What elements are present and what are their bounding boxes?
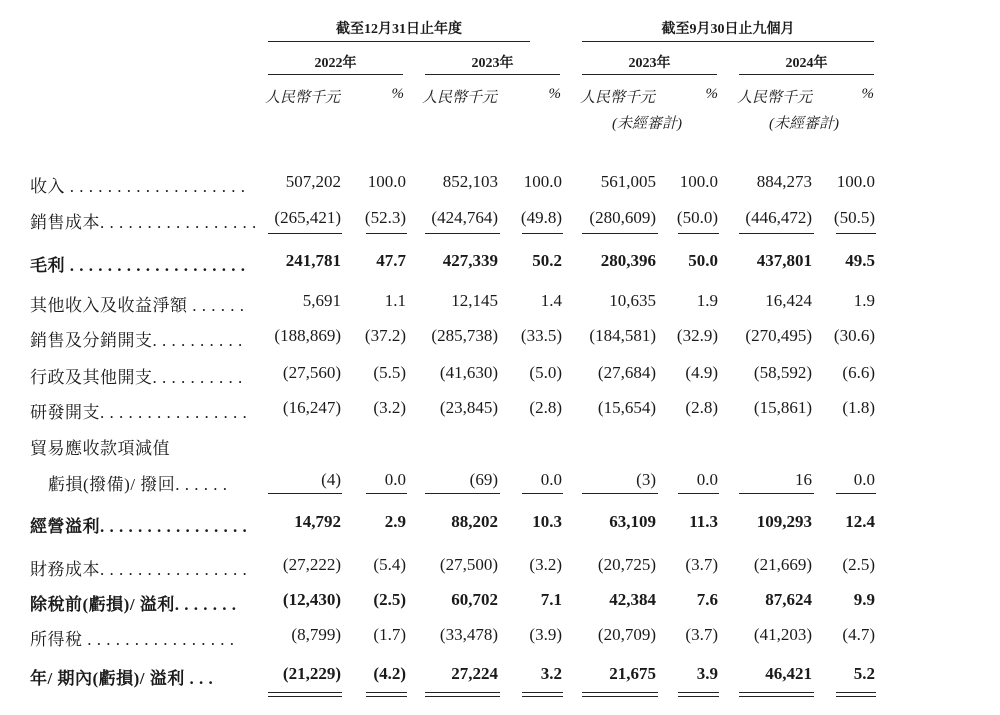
row-label: 其他收入及收益淨額 . . . . . . xyxy=(30,296,245,315)
percent-cell: 3.2 xyxy=(540,664,562,683)
total-double-rule xyxy=(678,692,719,697)
percent-cell: 7.1 xyxy=(540,590,562,609)
row-label: 所得稅 . . . . . . . . . . . . . . . . xyxy=(30,630,235,649)
amount-cell: (15,654) xyxy=(597,398,656,417)
amount-cell: (15,861) xyxy=(753,398,812,417)
percent-cell: (4.7) xyxy=(842,625,875,644)
subtotal-rule xyxy=(582,233,658,234)
unit-label-2: 人民幣千元 xyxy=(422,90,498,106)
amount-cell: 561,005 xyxy=(600,172,656,191)
percent-cell: 0.0 xyxy=(384,470,406,489)
subtotal-rule xyxy=(836,233,876,234)
subtotal-rule xyxy=(678,233,719,234)
amount-cell: (20,709) xyxy=(597,625,656,644)
unaudited-label-2: (未經審計) xyxy=(769,116,839,132)
unit-label-4: 人民幣千元 xyxy=(737,90,813,106)
percent-cell: (3.2) xyxy=(373,398,406,417)
amount-cell: (27,684) xyxy=(597,363,656,382)
total-double-rule xyxy=(268,692,342,697)
row-label: 收入 . . . . . . . . . . . . . . . . . . . xyxy=(30,177,246,196)
amount-cell: 63,109 xyxy=(609,512,656,531)
row-label: 研發開支. . . . . . . . . . . . . . . . xyxy=(30,403,248,422)
amount-cell: (188,869) xyxy=(274,326,341,345)
percent-cell: 47.7 xyxy=(376,251,406,270)
percent-cell: (2.5) xyxy=(842,555,875,574)
amount-cell: 16,424 xyxy=(765,291,812,310)
row-label: 年/ 期內(虧損)/ 溢利 . . . xyxy=(30,669,214,688)
unit-label-1: 人民幣千元 xyxy=(265,90,341,106)
pct-label-2: % xyxy=(548,86,561,102)
percent-cell: 100.0 xyxy=(836,172,875,191)
percent-cell: (52.3) xyxy=(364,208,406,227)
amount-cell: 12,145 xyxy=(451,291,498,310)
percent-cell: 7.6 xyxy=(696,590,718,609)
pct-label-3: % xyxy=(705,86,718,102)
percent-cell: (1.7) xyxy=(373,625,406,644)
subtotal-rule xyxy=(268,493,342,494)
percent-cell: 50.2 xyxy=(532,251,562,270)
amount-cell: 60,702 xyxy=(451,590,498,609)
amount-cell: 21,675 xyxy=(609,664,656,683)
percent-cell: 1.9 xyxy=(696,291,718,310)
percent-cell: 0.0 xyxy=(540,470,562,489)
percent-cell: 11.3 xyxy=(689,512,718,531)
percent-cell: (3.7) xyxy=(685,625,718,644)
row-label: 財務成本. . . . . . . . . . . . . . . . xyxy=(30,560,248,579)
subtotal-rule xyxy=(522,233,563,234)
percent-cell: (4.2) xyxy=(373,664,406,683)
row-label: 銷售及分銷開支. . . . . . . . . . xyxy=(30,331,243,350)
amount-cell: (33,478) xyxy=(439,625,498,644)
amount-cell: (27,500) xyxy=(439,555,498,574)
amount-cell: (27,222) xyxy=(282,555,341,574)
total-double-rule xyxy=(739,692,814,697)
percent-cell: (30.6) xyxy=(833,326,875,345)
amount-cell: 437,801 xyxy=(756,251,812,270)
year-rule-2 xyxy=(425,74,560,75)
amount-cell: (8,799) xyxy=(291,625,341,644)
percent-cell: 10.3 xyxy=(532,512,562,531)
amount-cell: (12,430) xyxy=(282,590,341,609)
total-double-rule xyxy=(522,692,563,697)
year-header-1: 2022年 xyxy=(314,56,357,71)
percent-cell: 0.0 xyxy=(853,470,875,489)
amount-cell: (270,495) xyxy=(745,326,812,345)
amount-cell: (285,738) xyxy=(431,326,498,345)
percent-cell: (5.4) xyxy=(373,555,406,574)
percent-cell: (49.8) xyxy=(520,208,562,227)
amount-cell: 5,691 xyxy=(302,291,341,310)
group-header-9m: 截至9月30日止九個月 xyxy=(661,22,795,37)
percent-cell: (2.5) xyxy=(373,590,406,609)
subtotal-rule xyxy=(425,493,500,494)
percent-cell: (4.9) xyxy=(685,363,718,382)
percent-cell: 12.4 xyxy=(845,512,875,531)
percent-cell: (50.5) xyxy=(833,208,875,227)
row-label: 經營溢利. . . . . . . . . . . . . . . . xyxy=(30,517,248,536)
percent-cell: (6.6) xyxy=(842,363,875,382)
amount-cell: 280,396 xyxy=(600,251,656,270)
amount-cell: 10,635 xyxy=(609,291,656,310)
amount-cell: 42,384 xyxy=(609,590,656,609)
percent-cell: 1.4 xyxy=(540,291,562,310)
amount-cell: 14,792 xyxy=(294,512,341,531)
row-label: 銷售成本. . . . . . . . . . . . . . . . . xyxy=(30,213,257,232)
amount-cell: 427,339 xyxy=(442,251,498,270)
percent-cell: (3.2) xyxy=(529,555,562,574)
group-rule-fy xyxy=(268,41,530,42)
pct-label-1: % xyxy=(391,86,404,102)
subtotal-rule xyxy=(582,493,658,494)
amount-cell: 884,273 xyxy=(756,172,812,191)
amount-cell: (265,421) xyxy=(274,208,341,227)
row-label: 行政及其他開支. . . . . . . . . . xyxy=(30,368,243,387)
amount-cell: 507,202 xyxy=(285,172,341,191)
total-double-rule xyxy=(582,692,658,697)
amount-cell: (41,203) xyxy=(753,625,812,644)
year-header-3: 2023年 xyxy=(628,56,671,71)
group-rule-9m xyxy=(582,41,874,42)
amount-cell: (3) xyxy=(636,470,656,489)
percent-cell: (37.2) xyxy=(364,326,406,345)
amount-cell: (41,630) xyxy=(439,363,498,382)
amount-cell: (23,845) xyxy=(439,398,498,417)
amount-cell: (280,609) xyxy=(589,208,656,227)
row-label: 毛利 . . . . . . . . . . . . . . . . . . . xyxy=(30,256,246,275)
total-double-rule xyxy=(366,692,407,697)
amount-cell: (21,229) xyxy=(282,664,341,683)
percent-cell: 1.9 xyxy=(853,291,875,310)
amount-cell: 241,781 xyxy=(285,251,341,270)
amount-cell: 852,103 xyxy=(442,172,498,191)
amount-cell: 88,202 xyxy=(451,512,498,531)
percent-cell: (50.0) xyxy=(676,208,718,227)
percent-cell: (3.9) xyxy=(529,625,562,644)
percent-cell: 100.0 xyxy=(367,172,406,191)
amount-cell: 27,224 xyxy=(451,664,498,683)
percent-cell: 2.9 xyxy=(384,512,406,531)
amount-cell: 87,624 xyxy=(765,590,812,609)
subtotal-rule xyxy=(678,493,719,494)
percent-cell: (32.9) xyxy=(676,326,718,345)
percent-cell: 9.9 xyxy=(853,590,875,609)
subtotal-rule xyxy=(366,493,407,494)
percent-cell: (3.7) xyxy=(685,555,718,574)
amount-cell: (16,247) xyxy=(282,398,341,417)
amount-cell: 46,421 xyxy=(765,664,812,683)
year-rule-3 xyxy=(582,74,717,75)
amount-cell: (58,592) xyxy=(753,363,812,382)
percent-cell: 100.0 xyxy=(523,172,562,191)
percent-cell: (1.8) xyxy=(842,398,875,417)
percent-cell: (2.8) xyxy=(685,398,718,417)
percent-cell: 100.0 xyxy=(679,172,718,191)
subtotal-rule xyxy=(366,233,407,234)
percent-cell: (5.5) xyxy=(373,363,406,382)
amount-cell: (69) xyxy=(469,470,498,489)
unaudited-label-1: (未經審計) xyxy=(612,116,682,132)
percent-cell: 50.0 xyxy=(688,251,718,270)
subtotal-rule xyxy=(268,233,342,234)
percent-cell: 1.1 xyxy=(384,291,406,310)
pct-label-4: % xyxy=(861,86,874,102)
year-header-4: 2024年 xyxy=(785,56,828,71)
percent-cell: (5.0) xyxy=(529,363,562,382)
amount-cell: (21,669) xyxy=(753,555,812,574)
amount-cell: (184,581) xyxy=(589,326,656,345)
amount-cell: 109,293 xyxy=(756,512,812,531)
amount-cell: (424,764) xyxy=(431,208,498,227)
year-header-2: 2023年 xyxy=(471,56,514,71)
subtotal-rule xyxy=(739,493,814,494)
subtotal-rule xyxy=(522,493,563,494)
amount-cell: (27,560) xyxy=(282,363,341,382)
percent-cell: 3.9 xyxy=(696,664,718,683)
percent-cell: (2.8) xyxy=(529,398,562,417)
group-header-fy: 截至12月31日止年度 xyxy=(336,22,462,37)
amount-cell: (446,472) xyxy=(745,208,812,227)
unit-label-3: 人民幣千元 xyxy=(580,90,656,106)
amount-cell: (20,725) xyxy=(597,555,656,574)
amount-cell: (4) xyxy=(321,470,341,489)
year-rule-4 xyxy=(739,74,874,75)
total-double-rule xyxy=(425,692,500,697)
percent-cell: 0.0 xyxy=(696,470,718,489)
row-label: 貿易應收款項減值 xyxy=(30,439,170,458)
subtotal-rule xyxy=(425,233,500,234)
total-double-rule xyxy=(836,692,876,697)
percent-cell: 5.2 xyxy=(853,664,875,683)
percent-cell: 49.5 xyxy=(845,251,875,270)
amount-cell: 16 xyxy=(795,470,812,489)
percent-cell: (33.5) xyxy=(520,326,562,345)
subtotal-rule xyxy=(739,233,814,234)
subtotal-rule xyxy=(836,493,876,494)
year-rule-1 xyxy=(268,74,403,75)
row-label: 除稅前(虧損)/ 溢利. . . . . . . xyxy=(30,595,237,614)
row-label: 虧損(撥備)/ 撥回. . . . . . xyxy=(48,475,228,494)
